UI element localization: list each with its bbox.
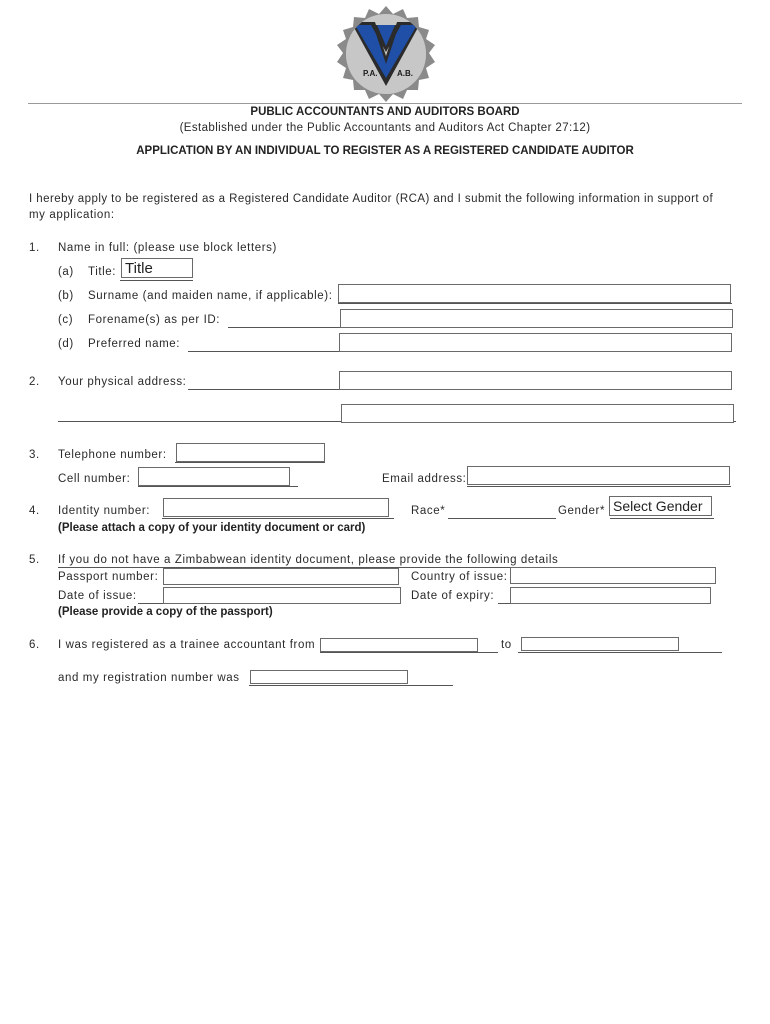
physical-address-label: Your physical address:: [58, 376, 187, 388]
intro-line-1: I hereby apply to be registered as a Registered Candidate Auditor (RCA) and I submit the following information in support of: [29, 193, 714, 205]
section-6-number: 6.: [29, 639, 40, 651]
section-5-number: 5.: [29, 554, 40, 566]
surname-field[interactable]: [338, 284, 731, 303]
to-underline: [518, 652, 722, 653]
passport-field[interactable]: [163, 568, 399, 585]
surname-underline: [338, 303, 732, 304]
race-label: Race*: [411, 505, 446, 517]
cell-underline: [138, 486, 298, 487]
country-field[interactable]: [510, 567, 716, 584]
surname-label: Surname (and maiden name, if applicable):: [88, 290, 333, 302]
section-4-number: 4.: [29, 505, 40, 517]
race-underline: [448, 518, 556, 519]
date-expiry-label: Date of expiry:: [411, 590, 495, 602]
cell-field[interactable]: [138, 467, 290, 486]
section-3-number: 3.: [29, 449, 40, 461]
forenames-label: Forename(s) as per ID:: [88, 314, 221, 326]
item-d-label: (d): [58, 338, 74, 350]
org-name: PUBLIC ACCOUNTANTS AND AUDITORS BOARD: [250, 106, 520, 118]
cell-label: Cell number:: [58, 473, 131, 485]
identity-number-label: Identity number:: [58, 505, 151, 517]
title-field[interactable]: [121, 258, 193, 278]
logo-right-letters: A.B.: [397, 69, 413, 78]
date-issue-field[interactable]: [163, 587, 401, 604]
passport-label: Passport number:: [58, 571, 159, 583]
physical-address-field-1[interactable]: [339, 371, 732, 390]
date-expiry-field[interactable]: [510, 587, 711, 604]
identity-underline: [162, 518, 394, 519]
telephone-label: Telephone number:: [58, 449, 167, 461]
physical-address-field-2[interactable]: [341, 404, 734, 423]
section-1-number: 1.: [29, 242, 40, 254]
country-label: Country of issue:: [411, 571, 508, 583]
gender-label: Gender*: [558, 505, 606, 517]
identity-number-field[interactable]: [163, 498, 389, 517]
paab-logo: [333, 6, 439, 102]
section-1-heading: Name in full: (please use block letters): [58, 242, 277, 254]
email-underline: [467, 486, 731, 487]
preferred-name-label: Preferred name:: [88, 338, 181, 350]
item-c-label: (c): [58, 314, 74, 326]
trainee-text: I was registered as a trainee accountant from: [58, 639, 316, 651]
intro-line-2: my application:: [29, 209, 115, 221]
section-5-text: If you do not have a Zimbabwean identity document, please provide the following details: [58, 554, 559, 566]
email-field[interactable]: [467, 466, 730, 485]
established-note: (Established under the Public Accountants and Auditors Act Chapter 27:12): [179, 122, 591, 134]
trainee-from-field[interactable]: [320, 638, 478, 652]
item-a-label: (a): [58, 266, 74, 278]
section-2-number: 2.: [29, 376, 40, 388]
registration-number-field[interactable]: [250, 670, 408, 684]
gender-underline: [610, 518, 714, 519]
title-label: Title:: [88, 266, 117, 278]
header-divider: [28, 103, 742, 104]
title-underline: [120, 280, 193, 281]
telephone-underline: [175, 462, 325, 463]
passport-copy-note: (Please provide a copy of the passport): [58, 606, 273, 618]
registration-number-label: and my registration number was: [58, 672, 240, 684]
email-label: Email address:: [382, 473, 467, 485]
gender-select[interactable]: [609, 496, 712, 516]
forenames-field[interactable]: [340, 309, 733, 328]
telephone-field[interactable]: [176, 443, 325, 462]
form-title: APPLICATION BY AN INDIVIDUAL TO REGISTER AS A REGISTERED CANDIDATE AUDITOR: [136, 145, 634, 157]
item-b-label: (b): [58, 290, 74, 302]
trainee-to-field[interactable]: [521, 637, 679, 651]
preferred-name-field[interactable]: [339, 333, 732, 352]
identity-attach-note: (Please attach a copy of your identity document or card): [58, 522, 366, 534]
to-label: to: [501, 639, 512, 651]
from-underline: [320, 652, 498, 653]
registration-underline: [249, 685, 453, 686]
date-issue-label: Date of issue:: [58, 590, 137, 602]
logo-left-letters: P.A.: [363, 69, 378, 78]
